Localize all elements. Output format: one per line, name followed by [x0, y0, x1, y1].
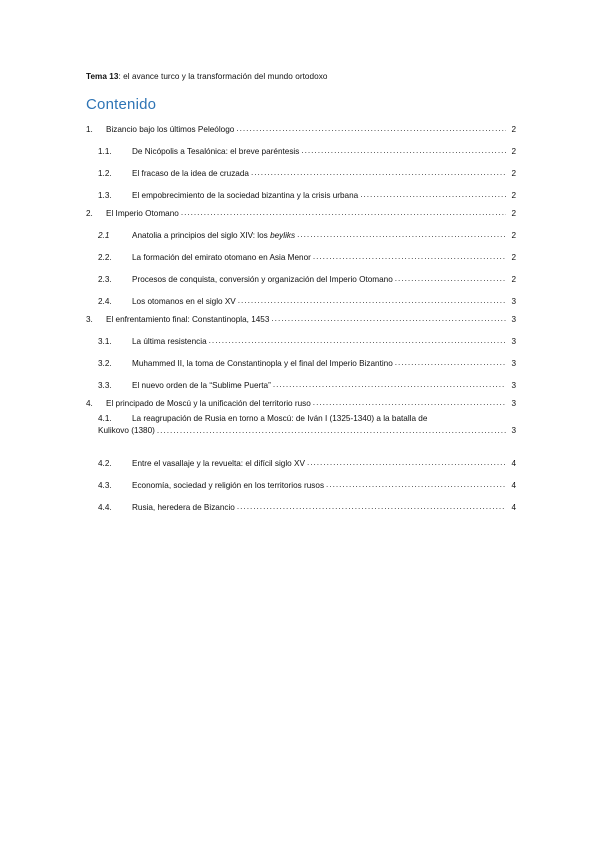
- toc-entry-number: 3.2.: [98, 359, 112, 368]
- toc-entry-text-part: Anatolia a principios del siglo XIV: los: [132, 231, 271, 240]
- toc-entry[interactable]: [86, 134, 516, 156]
- toc-entry[interactable]: [86, 200, 516, 218]
- toc-entry[interactable]: [86, 284, 516, 306]
- toc-entry-text-continued: Kulikovo (1380): [98, 426, 155, 435]
- toc-entry-number: 2.3.: [98, 275, 112, 284]
- toc-entry-number: 4.3.: [98, 481, 112, 490]
- toc-entry-page: 4: [511, 481, 516, 490]
- toc-entry-number: 2.2.: [98, 253, 112, 262]
- document-title: [86, 72, 327, 81]
- toc-entry-text: De Nicópolis a Tesalónica: el breve paréntesis: [132, 147, 300, 156]
- toc-entry-number: 1.2.: [98, 169, 112, 178]
- toc-entry[interactable]: [86, 306, 516, 324]
- toc-entry-page: 2: [511, 147, 516, 156]
- toc-entry-text: La formación del emirato otomano en Asia Menor: [132, 253, 311, 262]
- toc-entry-page: 4: [511, 503, 516, 512]
- toc-entry[interactable]: [86, 490, 516, 512]
- toc-entry[interactable]: [86, 346, 516, 368]
- toc-entry[interactable]: [86, 178, 516, 200]
- toc-entry-text-italic: beyliks: [270, 231, 296, 240]
- toc-entry-number: 4.: [86, 399, 93, 408]
- toc-entry-number: 4.2.: [98, 459, 112, 468]
- toc-entry-text: La reagrupación de Rusia en torno a Moscú: de Iván I (1325-1340) a la batalla de: [132, 414, 428, 423]
- toc-entry-line: [98, 414, 516, 423]
- toc-entry-number: 1.1.: [98, 147, 112, 156]
- toc-entry-number: 3.: [86, 315, 93, 324]
- toc-entry-page: 3: [511, 337, 516, 346]
- toc-entry[interactable]: [86, 240, 516, 262]
- toc-entry-page: 3: [511, 315, 516, 324]
- toc-entry-page: 2: [511, 275, 516, 284]
- toc-entry-page: 2: [511, 191, 516, 200]
- toc-entry-page: 3: [511, 399, 516, 408]
- toc-entry[interactable]: [86, 262, 516, 284]
- toc-entry-number: 4.1.: [98, 414, 112, 423]
- toc-entry-text: Procesos de conquista, conversión y organización del Imperio Otomano: [132, 275, 393, 284]
- toc-entry-number: 3.3.: [98, 381, 112, 390]
- toc-entry-text: El fracaso de la idea de cruzada: [132, 169, 249, 178]
- toc-entry[interactable]: [86, 390, 516, 408]
- toc-leader-dots: [209, 336, 506, 345]
- toc-leader-dots: [307, 458, 506, 467]
- toc-entry-text: Muhammed II, la toma de Constantinopla y el final del Imperio Bizantino: [132, 359, 393, 368]
- toc-entry-page: 3: [511, 426, 516, 435]
- toc-entry-page: 3: [511, 381, 516, 390]
- toc-entry-number: 2.4.: [98, 297, 112, 306]
- table-of-contents: [86, 116, 516, 512]
- toc-entry-text: El nuevo orden de la “Sublime Puerta”: [132, 381, 271, 390]
- toc-entry-text: La última resistencia: [132, 337, 207, 346]
- toc-entry-text: [132, 231, 295, 240]
- toc-entry-number: 3.1.: [98, 337, 112, 346]
- toc-entry-number: 4.4.: [98, 503, 112, 512]
- toc-entry-text: El Imperio Otomano: [106, 209, 179, 218]
- toc-entry-page: 4: [511, 459, 516, 468]
- toc-entry-text: Entre el vasallaje y la revuelta: el difícil siglo XV: [132, 459, 305, 468]
- toc-leader-dots: [237, 502, 506, 511]
- toc-entry-text: Bizancio bajo los últimos Peleólogo: [106, 125, 235, 134]
- toc-entry-number: 2.1: [98, 231, 110, 240]
- toc-entry-page: 2: [511, 253, 516, 262]
- toc-entry[interactable]: [86, 446, 516, 468]
- toc-leader-dots: [301, 146, 506, 155]
- toc-leader-dots: [273, 380, 506, 389]
- toc-heading: Contenido: [86, 96, 157, 113]
- toc-leader-dots: [271, 314, 506, 323]
- toc-entry[interactable]: [86, 368, 516, 390]
- toc-entry-text: El enfrentamiento final: Constantinopla, 1453: [106, 315, 270, 324]
- toc-entry[interactable]: [86, 324, 516, 346]
- toc-entry-page: 2: [511, 125, 516, 134]
- toc-entry[interactable]: [86, 156, 516, 178]
- toc-entry[interactable]: [86, 468, 516, 490]
- toc-entry-page: 2: [511, 209, 516, 218]
- toc-leader-dots: [395, 274, 506, 283]
- toc-entry-page: 2: [511, 169, 516, 178]
- toc-entry-page: 2: [511, 231, 516, 240]
- toc-entry-line: [98, 426, 516, 436]
- toc-entry-text: Los otomanos en el siglo XV: [132, 297, 236, 306]
- toc-leader-dots: [181, 208, 506, 217]
- toc-leader-dots: [326, 480, 506, 489]
- toc-entry-text: El principado de Moscú y la unificación del territorio ruso: [106, 399, 311, 408]
- toc-entry[interactable]: [86, 218, 516, 240]
- toc-entry[interactable]: [86, 414, 516, 446]
- toc-leader-dots: [313, 398, 506, 407]
- toc-leader-dots: [236, 124, 506, 133]
- toc-entry-text: Rusia, heredera de Bizancio: [132, 503, 235, 512]
- toc-entry-page: 3: [511, 297, 516, 306]
- title-rest: : el avance turco y la transformación del mundo ortodoxo: [118, 72, 328, 81]
- toc-leader-dots: [395, 358, 506, 367]
- toc-leader-dots: [238, 296, 506, 305]
- toc-leader-dots: [313, 252, 506, 261]
- title-prefix: Tema 13: [86, 72, 119, 81]
- toc-leader-dots: [360, 190, 506, 199]
- toc-entry-number: 1.3.: [98, 191, 112, 200]
- toc-leader-dots: [297, 230, 506, 239]
- toc-entry-text: El empobrecimiento de la sociedad bizantina y la crisis urbana: [132, 191, 359, 200]
- toc-entry[interactable]: [86, 116, 516, 134]
- toc-leader-dots: [157, 426, 506, 435]
- toc-entry-text: Economía, sociedad y religión en los territorios rusos: [132, 481, 325, 490]
- toc-entry-page: 3: [511, 359, 516, 368]
- toc-leader-dots: [251, 168, 506, 177]
- toc-entry-number: 1.: [86, 125, 93, 134]
- toc-entry-number: 2.: [86, 209, 93, 218]
